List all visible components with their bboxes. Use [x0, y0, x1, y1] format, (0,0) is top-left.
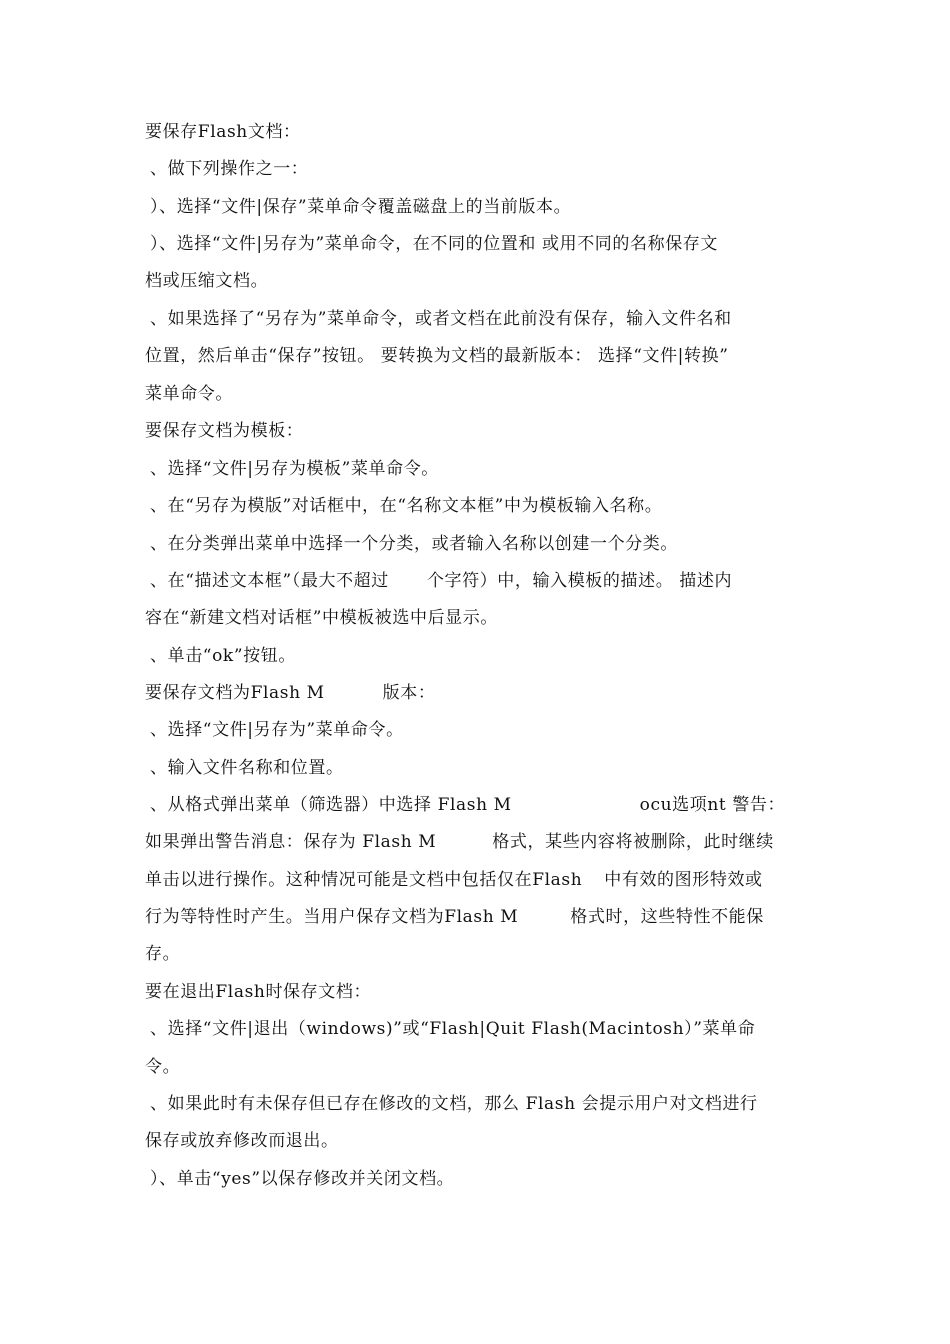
mx-step-3-part1: 、从格式弹出菜单（筛选器）中选择 Flash M: [150, 795, 512, 815]
warning-line-1-part1: 如果弹出警告消息：保存为 Flash M: [145, 832, 437, 852]
step-1: 、做下列操作之一：: [150, 159, 309, 179]
template-step-4-cont: 容在“新建文档对话框”中模板被选中后显示。: [145, 608, 498, 628]
heading-save-flash: 要保存Flash文档：: [145, 122, 301, 142]
heading-save-mx: [145, 682, 810, 704]
mx-step-3-part2: ocu选项nt 警告：: [639, 795, 786, 815]
heading-save-template: 要保存文档为模板：: [145, 421, 304, 441]
mx-step-2: 、输入文件名称和位置。: [150, 758, 344, 778]
warning-line-2: [145, 869, 810, 891]
warning-line-4: 存。: [145, 944, 181, 964]
step-2-cont2: 菜单命令。: [145, 384, 233, 404]
warning-line-3-part1: 行为等特性时产生。当用户保存文档为Flash M: [145, 907, 519, 927]
warning-line-1-part2: 格式，某些内容将被删除，此时继续: [492, 832, 774, 852]
quit-step-1-cont: 令。: [145, 1057, 181, 1077]
heading-save-on-quit: 要在退出Flash时保存文档：: [145, 982, 372, 1002]
step-1b: ）、选择“文件|另存为”菜单命令，在不同的位置和 或用不同的名称保存文: [150, 234, 719, 254]
template-step-4-part1: 、在“描述文本框”（最大不超过: [150, 571, 389, 591]
template-step-2: 、在“另存为模版”对话框中，在“名称文本框”中为模板输入名称。: [150, 496, 663, 516]
quit-step-1: 、选择“文件|退出（windows)”或“Flash|Quit Flash(Macintosh）”菜单命: [150, 1019, 756, 1039]
warning-line-3-part2: 格式时，这些特性不能保: [570, 907, 764, 927]
warning-line-3: [145, 906, 810, 928]
template-step-4-part2: 个字符）中，输入模板的描述。 描述内: [426, 571, 733, 591]
heading-save-mx-part1: 要保存文档为Flash M: [145, 683, 325, 703]
template-step-5: 、单击“ok”按钮。: [150, 646, 296, 666]
template-step-4: [150, 570, 815, 592]
quit-step-2: 、如果此时有未保存但已存在修改的文档，那么 Flash 会提示用户对文档进行: [150, 1094, 758, 1114]
step-2: 、如果选择了“另存为”菜单命令，或者文档在此前没有保存，输入文件名和: [150, 309, 732, 329]
warning-line-2-part1: 单击以进行操作。这种情况可能是文档中包括仅在Flash: [145, 870, 583, 890]
step-2-cont: 位置，然后单击“保存”按钮。 要转换为文档的最新版本： 选择“文件|转换”: [145, 346, 729, 366]
step-1a: ）、选择“文件|保存”菜单命令覆盖磁盘上的当前版本。: [150, 197, 572, 217]
mx-step-3: [150, 794, 815, 816]
step-1b-cont: 档或压缩文档。: [145, 271, 269, 291]
quit-step-2-cont: 保存或放弃修改而退出。: [145, 1131, 339, 1151]
mx-step-1: 、选择“文件|另存为”菜单命令。: [150, 720, 404, 740]
heading-save-mx-part2: 版本：: [382, 683, 436, 703]
template-step-1: 、选择“文件|另存为模板”菜单命令。: [150, 459, 439, 479]
quit-step-2a: ）、单击“yes”以保存修改并关闭文档。: [150, 1169, 455, 1189]
template-step-3: 、在分类弹出菜单中选择一个分类，或者输入名称以创建一个分类。: [150, 534, 678, 554]
warning-line-2-part2: 中有效的图形特效或: [604, 870, 763, 890]
warning-line-1: [145, 831, 810, 853]
